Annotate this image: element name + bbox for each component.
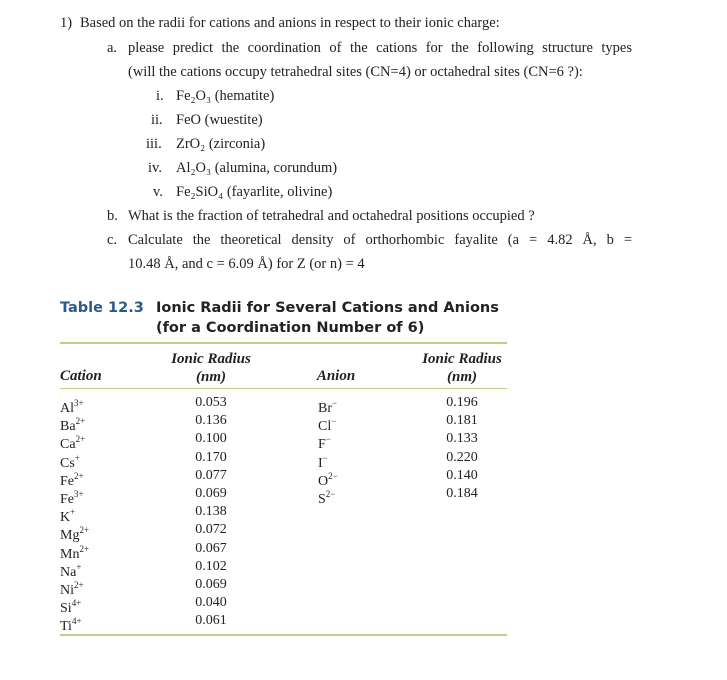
radius-value: 0.133	[446, 431, 478, 447]
ion-charge: 2+	[74, 579, 84, 590]
ion-symbol: Cl	[318, 419, 332, 435]
ion-cell	[60, 412, 140, 435]
header-cation: Cation	[60, 368, 102, 384]
radius-value: 0.220	[446, 449, 478, 465]
radius-value: 0.140	[446, 467, 478, 483]
mineral-name: (wuestite)	[204, 112, 263, 128]
mineral-name: (alumina, corundum)	[214, 160, 338, 176]
ion-charge: 2+	[74, 470, 84, 481]
part-a-label: a.	[107, 40, 118, 56]
ion-symbol: K	[60, 510, 71, 526]
ion-charge: +	[70, 507, 76, 518]
table-bottom-rule	[60, 634, 507, 636]
ion-charge: −	[322, 452, 328, 463]
ion-cell	[60, 576, 140, 598]
radius-value: 0.067	[195, 540, 227, 556]
ion-cell	[318, 467, 378, 489]
table-label: Table 12.3	[60, 300, 144, 316]
ion-cell	[60, 449, 140, 471]
radius-value: 0.170	[195, 449, 227, 465]
ion-cell	[60, 594, 140, 617]
ion-cell	[60, 612, 140, 635]
ion-symbol: Na	[60, 564, 77, 580]
ion-charge: 2+	[79, 543, 90, 554]
ion-charge: +	[74, 452, 80, 463]
header-anion: Anion	[316, 368, 356, 384]
radius-value: 0.061	[195, 613, 227, 629]
header-cation-radius-line2: (nm)	[196, 369, 226, 385]
ion-cell	[60, 394, 140, 416]
ion-symbol: Ba	[60, 419, 76, 435]
ion-cell	[60, 540, 140, 562]
ion-symbol: Ni	[60, 582, 74, 598]
radius-value: 0.136	[195, 413, 227, 429]
ion-cell	[60, 558, 140, 580]
part-b-label: b.	[107, 208, 118, 224]
radius-value: 0.053	[195, 395, 227, 410]
table-header-rule	[60, 388, 507, 389]
list-item	[176, 160, 337, 177]
header-anion-radius-line1: Ionic Radius	[422, 351, 502, 367]
cation-column	[60, 394, 140, 635]
list-item-label: iii.	[146, 136, 162, 152]
list-item	[176, 184, 332, 201]
ion-symbol: I	[318, 455, 323, 471]
table-title-line1: Ionic Radii for Several Cations and Anions	[156, 300, 499, 316]
ion-symbol: Ti	[60, 619, 72, 635]
part-c-label: c.	[107, 232, 118, 248]
header-anion-radius-line2: (nm)	[447, 369, 477, 385]
ion-symbol: Fe	[60, 491, 74, 507]
ion-symbol: Mn	[60, 546, 80, 562]
ion-cell	[60, 430, 140, 453]
ion-charge: 2−	[325, 488, 336, 499]
anion-column	[318, 394, 378, 507]
ion-symbol: Br	[318, 401, 332, 416]
ion-charge: 2−	[328, 470, 338, 481]
list-item	[176, 136, 265, 153]
radius-value: 0.072	[195, 522, 227, 538]
ion-cell	[318, 430, 378, 453]
list-item-label: iv.	[148, 160, 162, 176]
anion-radius-column	[431, 394, 493, 503]
question-number: 1)	[60, 15, 73, 31]
radius-value: 0.196	[446, 395, 478, 410]
ion-symbol: S	[318, 491, 326, 507]
ion-cell	[318, 485, 378, 507]
part-a-line2: (will the cations occupy tetrahedral sites (CN=4) or octahedral sites (CN=6 ?):	[128, 64, 583, 80]
list-item	[176, 88, 274, 105]
ion-cell	[60, 485, 140, 507]
mineral-name: (hematite)	[214, 88, 275, 104]
radius-value: 0.138	[195, 504, 227, 520]
ion-symbol: Cs	[60, 455, 75, 471]
ion-symbol: Fe	[60, 473, 74, 489]
ion-charge: 4+	[71, 616, 82, 627]
part-c-line2: 10.48 Å, and c = 6.09 Å) for Z (or n) = 4	[128, 256, 365, 272]
ion-cell	[318, 449, 378, 471]
radius-value: 0.077	[195, 467, 227, 483]
radius-value: 0.102	[195, 558, 227, 574]
ion-symbol: Mg	[60, 528, 80, 544]
ion-charge: +	[76, 561, 82, 572]
mineral-name: (zirconia)	[208, 136, 266, 152]
part-a-line1: please predict the coordination of the cations for the following structure types	[128, 40, 632, 56]
ion-charge: 2+	[75, 416, 86, 427]
chemical-formula: Al₂O₃	[176, 160, 212, 176]
ion-charge: −	[325, 434, 331, 445]
cation-radius-column	[180, 394, 242, 630]
radius-value: 0.181	[446, 413, 478, 429]
ion-symbol: Ca	[60, 437, 76, 453]
radius-value: 0.069	[195, 576, 227, 592]
chemical-formula: ZrO₂	[176, 136, 206, 152]
list-item-label: ii.	[151, 112, 163, 128]
ion-cell	[318, 412, 378, 435]
part-b-text: What is the fraction of tetrahedral and octahedral positions occupied ?	[128, 208, 535, 224]
ion-charge: 3+	[74, 398, 84, 408]
ion-charge: 3+	[74, 488, 84, 499]
radius-value: 0.040	[195, 595, 227, 611]
ion-charge: −	[332, 398, 338, 408]
ion-symbol: O	[318, 473, 329, 489]
table-top-rule	[60, 342, 507, 344]
radius-value: 0.069	[195, 485, 227, 501]
ion-charge: 2+	[79, 525, 90, 536]
ion-cell	[60, 467, 140, 489]
list-item-label: v.	[153, 184, 163, 200]
radius-value: 0.184	[446, 485, 478, 501]
ion-cell	[60, 503, 140, 526]
ion-symbol: Al	[60, 401, 74, 416]
chemical-formula: Fe₂O₃	[176, 88, 212, 104]
list-item	[176, 112, 263, 129]
mineral-name: (fayarlite, olivine)	[226, 184, 333, 200]
chemical-formula: FeO	[176, 112, 201, 128]
ion-symbol: Si	[60, 601, 72, 617]
list-item-label: i.	[156, 88, 164, 104]
ion-cell	[318, 394, 378, 416]
header-cation-radius-line1: Ionic Radius	[171, 351, 251, 367]
question-intro: Based on the radii for cations and anions in respect to their ionic charge:	[80, 15, 500, 31]
ion-charge: 2+	[75, 434, 86, 445]
ion-symbol: F	[318, 437, 326, 453]
ion-charge: −	[331, 416, 337, 427]
radius-value: 0.100	[195, 431, 227, 447]
ion-charge: 4+	[71, 598, 82, 609]
ion-cell	[60, 521, 140, 544]
part-c-line1: Calculate the theoretical density of orthorhombic fayalite (a = 4.82 Å, b =	[128, 232, 632, 248]
table-title-line2: (for a Coordination Number of 6)	[156, 320, 425, 336]
chemical-formula: Fe₂SiO₄	[176, 184, 224, 200]
